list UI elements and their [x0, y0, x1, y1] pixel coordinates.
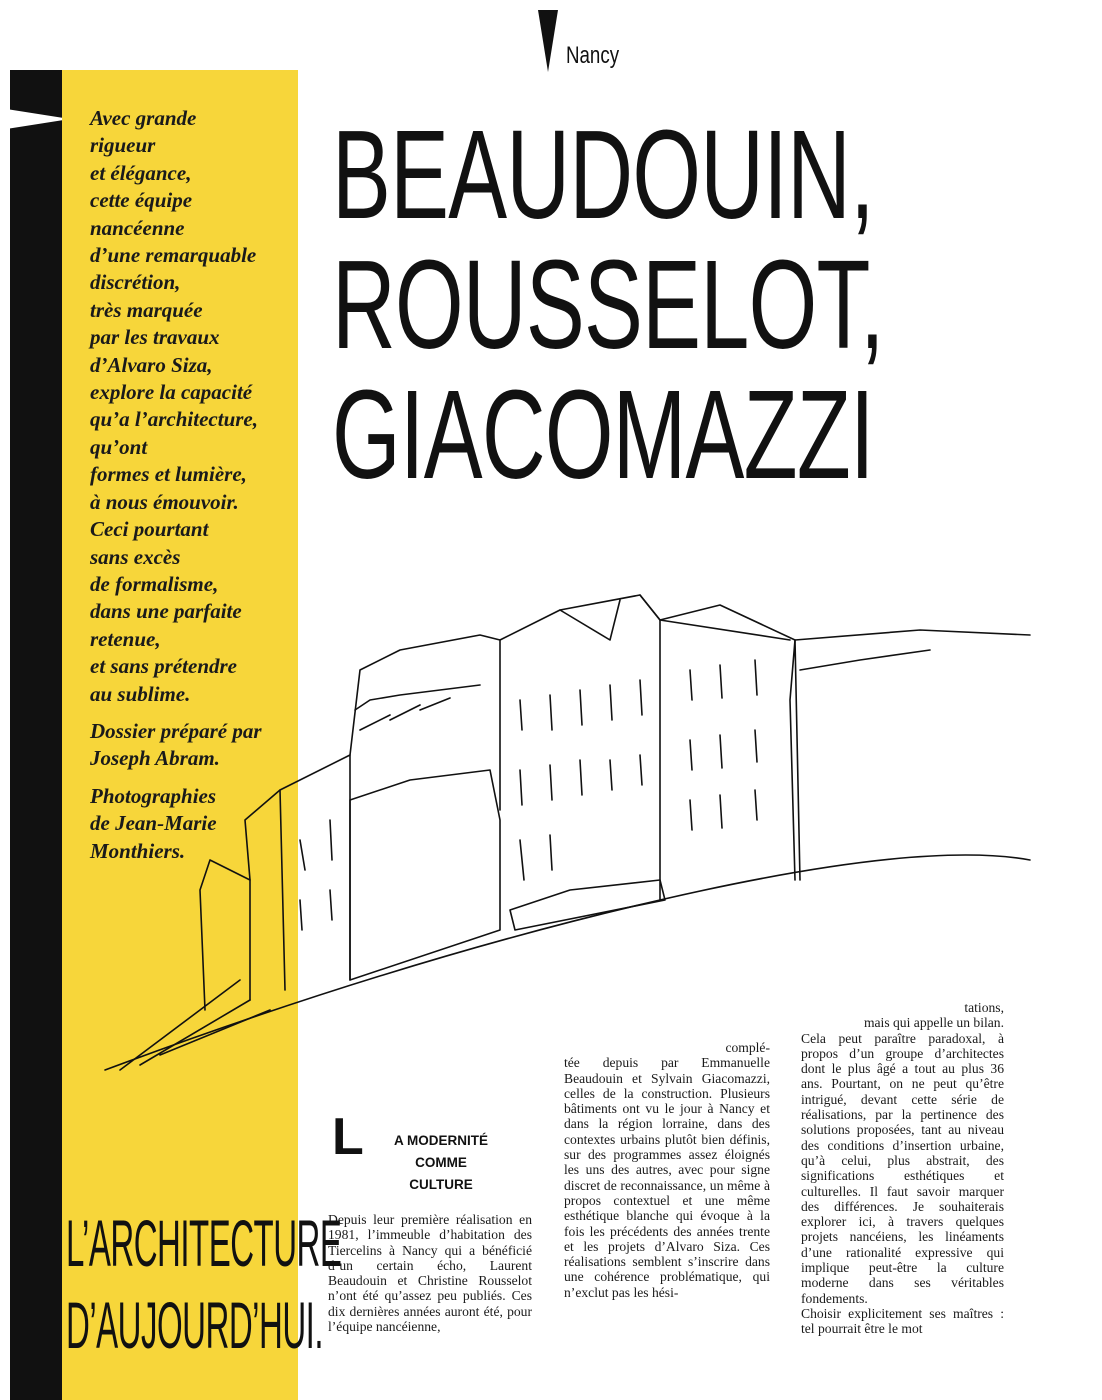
subhead-dropcap: L — [332, 1108, 364, 1166]
section-flag-icon — [538, 10, 558, 72]
text-column-3 — [801, 1000, 1004, 1337]
headline-line-1: BEAUDOUIN, — [332, 104, 874, 245]
col2-body: tée depuis par Emmanuelle Beaudouin et Sylvain Giacomazzi, celles de la construction. Plusieurs bâtiments ont vu le jour à Nancy et dans la région lorraine, dans des contextes urbains plutôt bien définis, sur des programmes assez éloignés les uns des autres, avec pour signe discret de reconnaissance, un même à propos contextuel et une même esthétique blanche qui évoque à la fois les précédents des années trente et les projets d’Alvaro Siza. Ces réalisations semblent s’inscrire dans une cohérence problématique, qui n’exclut pas les hési- — [564, 1055, 770, 1300]
col3-body: Cela peut paraître paradoxal, à propos d’un groupe d’architectes dont le plus âgé a tout au plus 36 ans. Pourtant, on ne peut qu’être intrigué, devant cette série de réalisations, par la pertinence des solutions proposées, tant au niveau des conditions d’insertion urbaine, qu’à celui, plus abstrait, des significations esthétiques et culturelles. Il faut savoir marquer des différences. Je souhaiterais explorer ici, à travers quelques projets nancéiens, les linéaments d’une rationalité expressive qui implique peut-être la culture moderne dans ses véritables fondements. — [801, 1030, 1004, 1306]
text-column-2 — [564, 1040, 770, 1300]
text-column-1 — [328, 1212, 532, 1334]
intro-lede: Avec grande rigueur et élégance, cette équipe nancéenne d’une remarquable discrétion, très marquée par les travaux d’Alvaro Siza, explore la capacité qu’a l’architecture, qu’ont formes et lumière, à nous émouvoir. Ceci pourtant sans excès de formalisme, dans une parfaite retenue, et sans prétendre au sublime. — [90, 106, 258, 706]
col1-body: Depuis leur première réalisation en 1981, l’immeuble d’habitation des Tiercelins à Nancy qui a bénéficié d’un certain écho, Laurent Beaudouin et Christine Rousselot n’ont été qu’assez peu publiés. Ces dix dernières années auront été, pour l’équipe nancéienne, — [328, 1212, 532, 1335]
headline-line-3: GIACOMAZZI — [332, 364, 874, 505]
intro-dossier-credit: Dossier préparé par Joseph Abram. — [90, 718, 262, 771]
subhead-text: A MODERNITÉ COMME CULTURE — [394, 1133, 488, 1192]
headline-line-2: ROUSSELOT, — [332, 234, 884, 375]
masthead-line-2: D’AUJOURD’HUI. — [66, 1288, 323, 1362]
intro-photo-credit: Photographies de Jean-Marie Monthiers. — [90, 783, 217, 863]
masthead-line-1: L’ARCHITECTURE — [66, 1206, 342, 1280]
black-edge-bar — [10, 70, 62, 1400]
col3-lead: tations, mais qui appelle un bilan. — [863, 1000, 1004, 1031]
section-label: Nancy — [566, 42, 620, 69]
page-marker-arrow-icon — [0, 108, 70, 130]
headline — [332, 104, 892, 505]
magazine-masthead — [66, 1206, 342, 1380]
col2-lead: complé- — [725, 1040, 770, 1055]
col3-tail: Choisir explicitement ses maîtres : tel pourrait être le mot — [801, 1305, 1004, 1337]
